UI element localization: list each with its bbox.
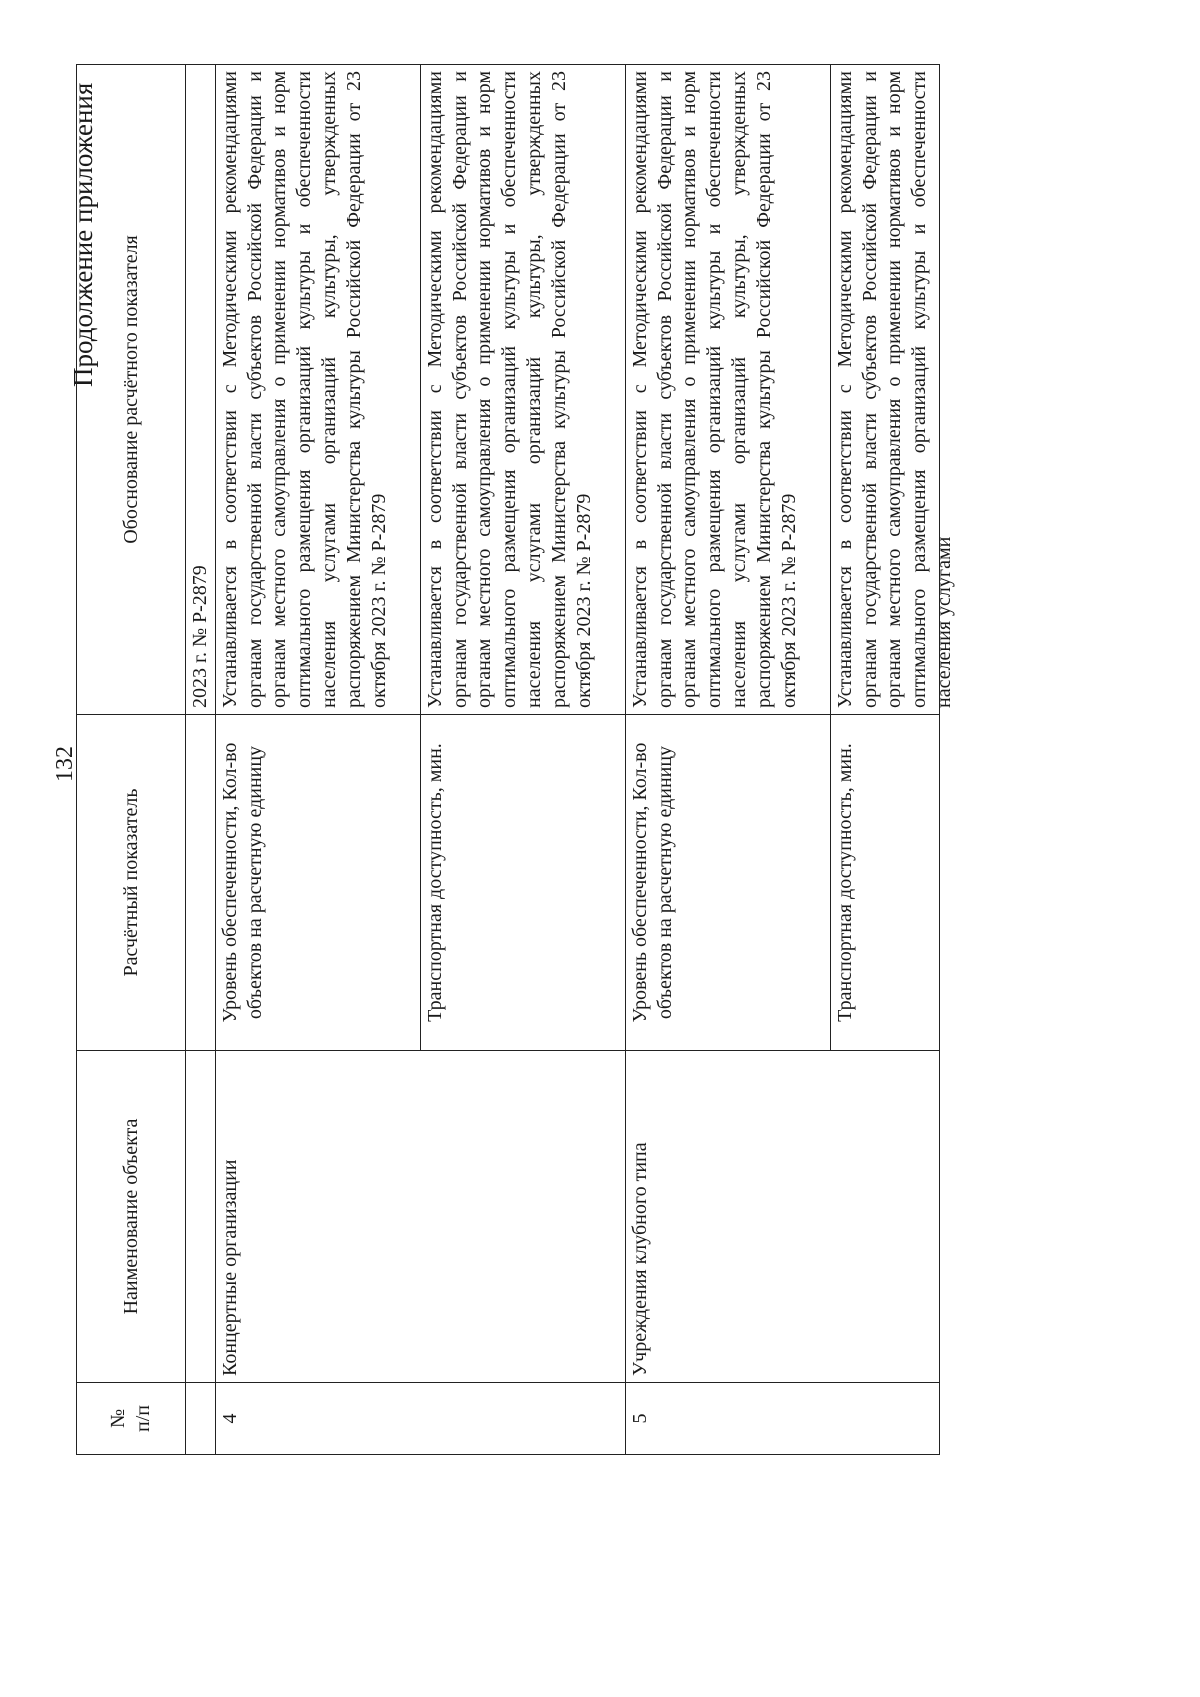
header-object-name: Наименование объекта [77,1051,186,1383]
carryover-row [186,65,216,1455]
header-num: № п/п [77,1383,186,1455]
indicator-justification [830,65,955,715]
object-name: Концертные организации [215,1051,625,1383]
table-row [625,65,830,1455]
header-indicator: Расчётный показатель [77,715,186,1051]
appendix-continuation-header: Продолжение приложения [68,82,98,387]
carryover-name [186,1051,216,1383]
indicator-label: Транспортная доступность, мин. [420,715,625,1051]
carryover-justification: 2023 г. № Р-2879 [186,65,216,715]
table-row [215,65,420,1455]
object-name: Учреждения клубного типа [625,1051,939,1383]
indicator-justification: Устанавливается в соответствии с Методическими рекомендациями органам государственной власти субъектов Российской Федерации и органам местного самоуправления о применении нормативов и норм оптимального размещения организаций культуры и обеспеченности населения услугами организаций культуры, утвержденных распоряжением Министерства культуры Российской Федерации от 23 октября 2023 г. № Р-2879 [215,65,420,715]
indicator-label: Уровень обеспеченности, Кол-во объектов на расчетную единицу [625,715,830,1051]
page-number: 132 [52,746,78,782]
table-header-row [77,65,186,1455]
carryover-num [186,1383,216,1455]
indicator-justification: Устанавливается в соответствии с Методическими рекомендациями органам государственной власти субъектов Российской Федерации и органам местного самоуправления о применении нормативов и норм оптимального размещения организаций культуры и обеспеченности населения услугами организаций культуры, утвержденных распоряжением Министерства культуры Российской Федерации от 23 октября 2023 г. № Р-2879 [420,65,625,715]
carryover-indicator [186,715,216,1051]
indicator-label: Транспортная доступность, мин. [830,715,939,1051]
row-number: 5 [625,1383,939,1455]
row-number: 4 [215,1383,625,1455]
indicators-table [76,64,955,1455]
indicator-label: Уровень обеспеченности, Кол-во объектов на расчетную единицу [215,715,420,1051]
indicator-justification: Устанавливается в соответствии с Методическими рекомендациями органам государственной власти субъектов Российской Федерации и органам местного самоуправления о применении нормативов и норм оптимального размещения организаций культуры и обеспеченности населения услугами организаций культуры, утвержденных распоряжением Министерства культуры Российской Федерации от 23 октября 2023 г. № Р-2879 [625,65,830,715]
justification-truncated-text: Устанавливается в соответствии с Методическими рекомендациями органам государственной власти субъектов Российской Федерации и органам местного самоуправления о применении нормативов и норм оптимального размещения организаций культуры и обеспеченности населения услугами [833,71,955,708]
header-justification: Обоснование расчётного показателя [77,65,186,715]
